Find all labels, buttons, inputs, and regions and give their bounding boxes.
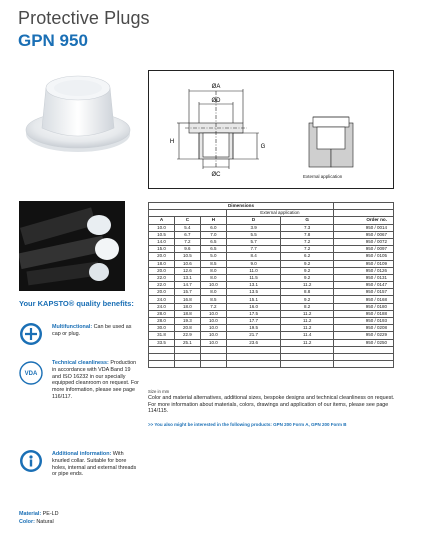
dimension-cell: 10.0: [200, 318, 226, 325]
dimension-cell: 7.8: [281, 231, 334, 238]
dimension-cell: 10.0: [200, 339, 226, 346]
empty-cell: [149, 361, 175, 368]
table-row-empty: [149, 361, 394, 368]
table-row: [149, 267, 394, 274]
vda-icon: [19, 361, 43, 385]
table-row: [149, 231, 394, 238]
order-number-cell: 950 / 0180: [334, 303, 394, 310]
order-number-cell: 950 / 0168: [334, 296, 394, 303]
dim-h-label: H: [169, 139, 175, 145]
benefit-heading: Multifunctional:: [52, 324, 93, 330]
dimension-cell: 16.0: [226, 303, 280, 310]
dimension-cell: 5.0: [200, 253, 226, 260]
vda-badge-text: VDA: [24, 371, 38, 377]
color-value: Natural: [34, 519, 54, 525]
application-photo: [19, 201, 125, 291]
order-number-cell: 950 / 0229: [334, 332, 394, 339]
dimension-cell: 20.0: [149, 289, 175, 296]
empty-cell: [226, 346, 280, 353]
table-ext-header: External application: [226, 210, 333, 217]
multifunctional-icon: [19, 322, 43, 346]
benefit-description: Can be used as cap or plug.: [52, 324, 132, 337]
empty-cell: [334, 361, 394, 368]
dimension-cell: 10.0: [200, 282, 226, 289]
color-line: [19, 518, 59, 526]
order-number-cell: 950 / 0109: [334, 260, 394, 267]
dimension-cell: 9.2: [281, 274, 334, 281]
dimension-cell: 7.3: [281, 224, 334, 231]
dimension-cell: 15.0: [149, 246, 175, 253]
order-number-cell: 950 / 0131: [334, 274, 394, 281]
dim-g-label: G: [260, 144, 266, 150]
dimension-cell: 17.7: [226, 318, 280, 325]
benefit-description: Production in accordance with VDA Band 19 and ISO 16232 in our specially equipped cleanroom on request. For more information, please see page 116/117.: [52, 360, 139, 400]
table-row: [149, 282, 394, 289]
dimension-cell: 8.0: [200, 267, 226, 274]
dim-d-label: ØD: [211, 98, 221, 104]
dimension-cell: 19.5: [226, 325, 280, 332]
dimension-cell: 14.7: [174, 282, 200, 289]
dimension-cell: 15.1: [226, 296, 280, 303]
table-row: [149, 310, 394, 317]
dimension-cell: 10.0: [200, 332, 226, 339]
table-row: [149, 296, 394, 303]
dimension-cell: 11.4: [281, 332, 334, 339]
table-row: [149, 260, 394, 267]
dimension-cell: 9.2: [281, 267, 334, 274]
page-title: Protective Plugs: [18, 8, 150, 28]
empty-cell: [174, 346, 200, 353]
table-row: [149, 325, 394, 332]
dimension-cell: 8.4: [226, 253, 280, 260]
dimension-cell: 7.2: [281, 246, 334, 253]
order-number-cell: 950 / 0105: [334, 253, 394, 260]
dimension-cell: 11.5: [226, 274, 280, 281]
table-row: [149, 303, 394, 310]
dimension-cell: 22.9: [174, 332, 200, 339]
empty-cell: [281, 346, 334, 353]
order-number-cell: 950 / 0147: [334, 282, 394, 289]
benefit-cleanliness: [52, 360, 140, 401]
table-row-empty: [149, 346, 394, 353]
table-group-header: Dimensions: [149, 203, 334, 210]
empty-cell: [174, 353, 200, 360]
table-row: [149, 238, 394, 245]
order-number-cell: 950 / 0072: [334, 238, 394, 245]
dimension-cell: 22.0: [149, 274, 175, 281]
empty-cell: [149, 353, 175, 360]
empty-cell: [334, 346, 394, 353]
material-value: PE-LD: [41, 511, 59, 517]
dimension-cell: 28.0: [149, 318, 175, 325]
dimension-cell: 7.2: [200, 303, 226, 310]
dimension-cell: 6.0: [200, 224, 226, 231]
dimension-cell: 15.7: [174, 289, 200, 296]
dimension-cell: 6.7: [174, 231, 200, 238]
dimension-cell: 19.3: [174, 318, 200, 325]
table-header-blank: [149, 210, 227, 217]
dimension-cell: 24.0: [149, 303, 175, 310]
size-note: Size in mm: [148, 389, 170, 394]
dimension-cell: 18.0: [149, 260, 175, 267]
benefit-heading: Additional information:: [52, 451, 112, 457]
order-number-cell: 950 / 0126: [334, 267, 394, 274]
benefit-additional-info: [52, 451, 140, 478]
table-row: [149, 253, 394, 260]
empty-cell: [200, 346, 226, 353]
dimension-cell: 11.2: [281, 318, 334, 325]
dimension-cell: 10.0: [149, 224, 175, 231]
dimension-cell: 8.0: [200, 274, 226, 281]
product-image: [12, 58, 137, 158]
dimension-cell: 20.8: [174, 325, 200, 332]
dimension-cell: 16.8: [174, 296, 200, 303]
info-icon: [19, 449, 43, 473]
dimension-cell: 9.0: [226, 260, 280, 267]
dimension-cell: 13.1: [226, 282, 280, 289]
dimension-cell: 5.7: [226, 238, 280, 245]
dimension-cell: 9.2: [281, 296, 334, 303]
table-row-empty: [149, 353, 394, 360]
dimension-cell: 22.0: [149, 282, 175, 289]
dimension-cell: 25.1: [174, 339, 200, 346]
dimension-cell: 11.2: [281, 339, 334, 346]
dimension-cell: 7.2: [174, 238, 200, 245]
dimension-cell: 9.2: [281, 260, 334, 267]
dim-c-label: ØC: [211, 172, 221, 178]
dimension-cell: 5.4: [174, 224, 200, 231]
dimension-cell: 14.0: [149, 238, 175, 245]
dimension-cell: 13.1: [174, 274, 200, 281]
column-header: H: [200, 217, 226, 224]
dimension-cell: 13.5: [226, 289, 280, 296]
dimension-cell: 6.2: [281, 253, 334, 260]
dimension-cell: 31.8: [149, 332, 175, 339]
dimension-cell: 6.5: [200, 246, 226, 253]
table-column-headers: [149, 217, 394, 224]
technical-drawing: [148, 70, 394, 189]
empty-cell: [200, 353, 226, 360]
color-label: Color:: [19, 519, 35, 525]
empty-cell: [281, 353, 334, 360]
order-number-cell: 950 / 0250: [334, 339, 394, 346]
dimension-cell: 8.5: [200, 296, 226, 303]
dimension-cell: 28.0: [149, 310, 175, 317]
empty-cell: [226, 353, 280, 360]
dimension-cell: 6.5: [200, 238, 226, 245]
dimension-cell: 7.0: [200, 231, 226, 238]
dimension-cell: 8.8: [281, 289, 334, 296]
dimension-cell: 11.2: [281, 310, 334, 317]
dimension-cell: 20.0: [149, 253, 175, 260]
benefit-heading: Technical cleanliness:: [52, 360, 109, 366]
drawing-figure: [149, 71, 395, 190]
drawing-caption: External application: [303, 174, 343, 179]
table-body: [149, 224, 394, 368]
dimension-cell: 23.6: [226, 339, 280, 346]
table-row: [149, 274, 394, 281]
dimension-cell: 5.5: [226, 231, 280, 238]
dimension-cell: 11.0: [226, 267, 280, 274]
dimension-cell: 10.0: [200, 310, 226, 317]
order-number-cell: 950 / 0188: [334, 310, 394, 317]
table-header-blank: [334, 210, 394, 217]
table-row: [149, 332, 394, 339]
dimension-cell: 30.0: [149, 325, 175, 332]
dim-a-label: ØA: [211, 84, 221, 90]
empty-cell: [174, 361, 200, 368]
dimension-cell: 20.0: [149, 267, 175, 274]
order-number-cell: 950 / 0193: [334, 318, 394, 325]
table-row: [149, 246, 394, 253]
benefits-title: Your KAPSTO® quality benefits:: [19, 299, 134, 308]
empty-cell: [334, 353, 394, 360]
material-info: [19, 510, 59, 526]
dimension-cell: 18.0: [174, 303, 200, 310]
dimension-cell: 17.5: [226, 310, 280, 317]
dimension-cell: 21.7: [226, 332, 280, 339]
benefit-description: With knurled collar. Suitable for bore holes, internal and external threads or pipe ends.: [52, 451, 137, 478]
dimension-cell: 8.5: [200, 260, 226, 267]
dimension-cell: 10.5: [149, 231, 175, 238]
dimension-cell: 10.5: [174, 253, 200, 260]
dimension-cell: 11.2: [281, 325, 334, 332]
empty-cell: [226, 361, 280, 368]
dimension-cell: 24.0: [149, 296, 175, 303]
table-header-blank: [334, 203, 394, 210]
product-code: GPN 950: [18, 31, 88, 50]
order-number-cell: 950 / 0014: [334, 224, 394, 231]
dimension-cell: 33.5: [149, 339, 175, 346]
benefit-multifunctional: [52, 324, 140, 338]
table-row: [149, 318, 394, 325]
empty-cell: [149, 346, 175, 353]
dimension-cell: 7.2: [281, 238, 334, 245]
column-header: A: [149, 217, 175, 224]
dimension-cell: 18.8: [174, 310, 200, 317]
dimension-cell: 7.7: [226, 246, 280, 253]
dimension-cell: 8.2: [281, 303, 334, 310]
info-paragraph: Color and material alternatives, additional sizes, bespoke designs and technical cleanliness on request. For more information about materials, colors, drawings and application of our items, please see page 114/115.: [148, 395, 395, 415]
material-label: Material:: [19, 511, 42, 517]
column-header: G: [281, 217, 334, 224]
order-number-cell: 950 / 0097: [334, 246, 394, 253]
dimension-cell: 10.6: [174, 260, 200, 267]
table-row: [149, 289, 394, 296]
dimension-cell: 11.2: [281, 282, 334, 289]
column-header: Order no.: [334, 217, 394, 224]
order-number-cell: 950 / 0157: [334, 289, 394, 296]
table-row: [149, 224, 394, 231]
dimension-cell: 10.0: [200, 325, 226, 332]
order-number-cell: 950 / 0067: [334, 231, 394, 238]
material-line: [19, 510, 59, 518]
order-number-cell: 950 / 0208: [334, 325, 394, 332]
dimension-cell: 12.6: [174, 267, 200, 274]
dimension-cell: 8.0: [200, 289, 226, 296]
column-header: D: [226, 217, 280, 224]
empty-cell: [281, 361, 334, 368]
empty-cell: [200, 361, 226, 368]
related-products-link[interactable]: >> You also might be interested in the following products: GPN 200 Form A, GPN 200 Form B: [148, 422, 347, 427]
dimension-cell: 3.9: [226, 224, 280, 231]
dimensions-table: [148, 202, 394, 368]
table-row: [149, 339, 394, 346]
column-header: C: [174, 217, 200, 224]
dimension-cell: 9.6: [174, 246, 200, 253]
